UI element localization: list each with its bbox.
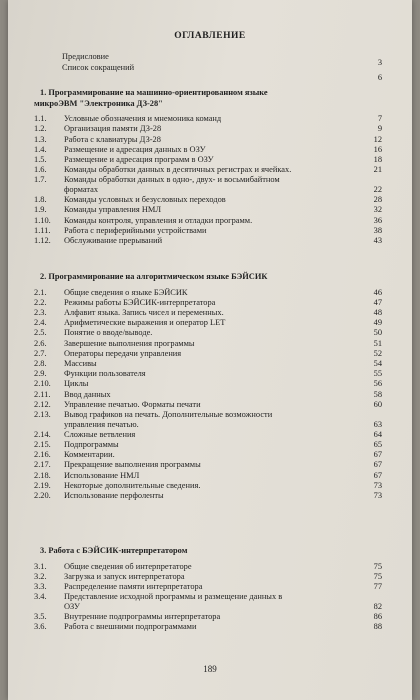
entry-number: 2.8.: [34, 359, 47, 368]
entry-number: 1.9.: [34, 205, 47, 215]
toc-entry: [34, 592, 382, 611]
toc-entry: [34, 195, 382, 205]
entry-title: форматах: [64, 184, 99, 194]
entry-number: 1.8.: [34, 195, 47, 205]
entry-page: 75: [373, 561, 382, 571]
front-item-page: 3: [377, 58, 382, 67]
entry-title: Общие сведения о языке БЭЙСИК: [64, 287, 188, 297]
entry-page: 75: [373, 571, 382, 581]
entry-page: 50: [373, 328, 382, 338]
toc-entry: [34, 114, 382, 124]
entry-number: 3.3.: [34, 582, 47, 591]
entry-title: Арифметические выражения и оператор LET: [64, 318, 226, 328]
chapter-heading: 1. Программирование на машинно-ориентированном языке: [40, 88, 268, 97]
table-of-contents: [8, 0, 412, 700]
chapter-heading: 2. Программирование на алгоритмическом языке БЭЙСИК: [40, 272, 268, 281]
toc-entry: [34, 572, 382, 582]
toc-entry: [34, 491, 382, 501]
chapter-heading: микроЭВМ "Электроника ДЗ-28": [34, 98, 163, 108]
entry-page: 12: [373, 134, 382, 144]
toc-entry: [34, 471, 382, 481]
entry-title: Внутренние подпрограммы интерпретатора: [64, 612, 221, 621]
entry-title: Некоторые дополнительные сведения.: [64, 480, 201, 490]
toc-entry: [34, 308, 382, 318]
entry-title: Общие сведения об интерпретаторе: [64, 561, 192, 571]
entry-number: 2.13.: [34, 410, 51, 419]
page-number: 189: [203, 664, 217, 674]
toc-entry: [34, 460, 382, 470]
entry-page: 46: [373, 287, 382, 297]
entry-number: 2.16.: [34, 450, 51, 460]
entry-page: 88: [373, 622, 382, 632]
entry-title: Команды условных и безусловных переходов: [64, 195, 226, 205]
entry-number: 1.12.: [34, 236, 51, 245]
entry-title: Подпрограммы: [64, 440, 119, 449]
toc-entry: [34, 205, 382, 215]
entry-page: 21: [373, 165, 382, 175]
entry-page: 55: [373, 369, 382, 379]
entry-number: 1.5.: [34, 155, 47, 164]
entry-number: 1.4.: [34, 144, 47, 154]
entry-number: 1.6.: [34, 165, 47, 175]
entry-number: 2.4.: [34, 318, 47, 328]
entry-page: 38: [373, 225, 382, 235]
entry-number: 3.2.: [34, 571, 47, 581]
entry-number: 2.18.: [34, 470, 51, 480]
toc-entry: [34, 481, 382, 491]
entry-page: 16: [373, 144, 382, 154]
entry-number: 2.20.: [34, 491, 51, 500]
front-item-text: Предисловие: [62, 52, 109, 61]
toc-entry: [34, 612, 382, 622]
entry-number: 1.3.: [34, 134, 47, 144]
entry-page: 48: [373, 308, 382, 317]
toc-entry: [34, 145, 382, 155]
entry-title: Работа с клавиатуры ДЗ-28: [64, 134, 161, 144]
entry-title: Прекращение выполнения программы: [64, 460, 201, 470]
entry-page: 63: [373, 419, 382, 429]
entry-title: Алфавит языка. Запись чисел и переменных.: [64, 308, 224, 317]
entry-title: Понятие о вводе/выводе.: [64, 328, 153, 338]
entry-title: Работа с периферийными устройствами: [64, 225, 207, 235]
toc-entry: [34, 318, 382, 328]
entry-title: Команды контроля, управления и отладки программ.: [64, 215, 253, 225]
entry-number: 1.7.: [34, 175, 47, 185]
book-page: [8, 0, 412, 700]
front-item-text: Список сокращений: [62, 63, 135, 72]
entry-page: 28: [373, 195, 382, 205]
toc-entry: [34, 349, 382, 359]
toc-entry: [34, 582, 382, 592]
front-item-page: 6: [377, 73, 382, 82]
entry-page: 73: [373, 480, 382, 490]
entry-title: Ввод данных: [64, 389, 111, 399]
page-title: ОГЛАВЛЕНИЕ: [174, 31, 246, 41]
entry-title: Загрузка и запуск интерпретатора: [64, 571, 185, 581]
entry-title: Размещение и адресация программ в ОЗУ: [64, 155, 214, 164]
entry-page: 67: [373, 470, 382, 480]
entry-number: 3.5.: [34, 612, 47, 621]
entry-page: 52: [373, 348, 382, 358]
toc-entry: [34, 450, 382, 460]
toc-entry: [34, 155, 382, 165]
entry-title: Использование НМЛ: [64, 470, 140, 480]
toc-entry: [34, 175, 382, 194]
entry-page: 65: [373, 440, 382, 449]
entry-title: Операторы передачи управления: [64, 348, 182, 358]
toc-entry: [34, 440, 382, 450]
toc-entry: [34, 216, 382, 226]
toc-entry: [34, 124, 382, 134]
front-item: [62, 52, 382, 67]
entry-title: Команды управления НМЛ: [64, 205, 162, 215]
entry-page: 18: [373, 155, 382, 164]
entry-page: 56: [373, 379, 382, 389]
entry-number: 2.17.: [34, 460, 51, 470]
entry-number: 2.10.: [34, 379, 51, 389]
entry-number: 1.2.: [34, 124, 47, 134]
entry-number: 2.5.: [34, 328, 47, 338]
entry-title: Команды обработки данных в десятичных регистрах и ячейках.: [64, 165, 292, 175]
entry-title: Условные обозначения и мнемоника команд: [64, 114, 222, 124]
entry-number: 3.1.: [34, 561, 47, 571]
entry-page: 54: [373, 359, 382, 368]
entry-number: 2.15.: [34, 440, 51, 449]
entry-page: 7: [377, 114, 382, 124]
entry-page: 67: [373, 450, 382, 460]
entry-title: Режимы работы БЭЙСИК-интерпретатора: [64, 297, 216, 307]
entry-title: Работа с внешними подпрограммами: [64, 622, 197, 632]
entry-number: 2.3.: [34, 308, 47, 317]
entry-number: 1.11.: [34, 225, 51, 235]
toc-entry: [34, 622, 382, 632]
toc-entry: [34, 410, 382, 429]
entry-number: 2.2.: [34, 297, 47, 307]
toc-entry: [34, 298, 382, 308]
entry-title: управления печатью.: [64, 419, 139, 429]
entry-page: 86: [373, 612, 382, 621]
toc-entry: [34, 135, 382, 145]
entry-page: 58: [373, 389, 382, 399]
entry-title: Размещение и адресация данных в ОЗУ: [64, 144, 206, 154]
entry-number: 2.19.: [34, 480, 51, 490]
toc-entry: [34, 226, 382, 236]
toc-entry: [34, 400, 382, 410]
entry-number: 2.9.: [34, 369, 47, 379]
entry-page: 67: [373, 460, 382, 470]
entry-title: Управление печатью. Форматы печати: [64, 399, 201, 409]
toc-entry: [34, 165, 382, 175]
chapter-heading: 3. Работа с БЭЙСИК-интерпретатором: [40, 546, 188, 555]
entry-title: Вывод графиков на печать. Дополнительные возможности: [64, 410, 273, 419]
entry-number: 3.4.: [34, 592, 47, 602]
entry-number: 2.1.: [34, 287, 47, 297]
entry-title: Использование перфоленты: [64, 491, 164, 500]
entry-page: 64: [373, 429, 382, 439]
toc-entry: [34, 430, 382, 440]
entry-title: Комментарии.: [64, 450, 115, 460]
entry-title: Команды обработки данных в одно-, двух- и восьмибайтном: [64, 175, 280, 185]
toc-entry: [34, 359, 382, 369]
entry-page: 49: [373, 318, 382, 328]
entry-title: Функции пользователя: [64, 369, 146, 379]
toc-entry: [34, 379, 382, 389]
entry-page: 60: [373, 399, 382, 409]
entry-page: 36: [373, 215, 382, 225]
entry-title: Представление исходной программы и размещение данных в: [64, 592, 283, 602]
entry-number: 2.11.: [34, 389, 51, 399]
entry-page: 73: [373, 491, 382, 500]
entry-page: 51: [373, 338, 382, 348]
toc-entry: [34, 369, 382, 379]
entry-title: Завершение выполнения программы: [64, 338, 195, 348]
entry-page: 43: [373, 236, 382, 245]
entry-number: 2.14.: [34, 429, 51, 439]
front-item: [62, 63, 382, 82]
entry-number: 1.10.: [34, 215, 51, 225]
entry-title: Массивы: [64, 359, 97, 368]
entry-title: ОЗУ: [64, 601, 80, 611]
toc-entry: [34, 390, 382, 400]
toc-entry: [34, 236, 382, 246]
entry-number: 2.7.: [34, 348, 47, 358]
entry-title: Сложные ветвления: [64, 429, 136, 439]
toc-entry: [34, 288, 382, 298]
entry-page: 32: [373, 205, 382, 215]
entry-page: 82: [373, 601, 382, 611]
entry-title: Циклы: [64, 379, 89, 389]
entry-title: Распределение памяти интерпретатора: [64, 582, 203, 591]
toc-entry: [34, 328, 382, 338]
entry-page: 9: [377, 124, 382, 134]
entry-number: 1.1.: [34, 114, 47, 124]
entry-page: 47: [373, 297, 382, 307]
entry-page: 22: [373, 184, 382, 194]
entry-title: Обслуживание прерываний: [64, 236, 163, 245]
toc-entry: [34, 562, 382, 572]
entry-number: 3.6.: [34, 622, 47, 632]
entry-number: 2.6.: [34, 338, 47, 348]
toc-entry: [34, 339, 382, 349]
entry-title: Организация памяти ДЗ-28: [64, 124, 162, 134]
entry-number: 2.12.: [34, 399, 51, 409]
entry-page: 77: [373, 582, 382, 591]
